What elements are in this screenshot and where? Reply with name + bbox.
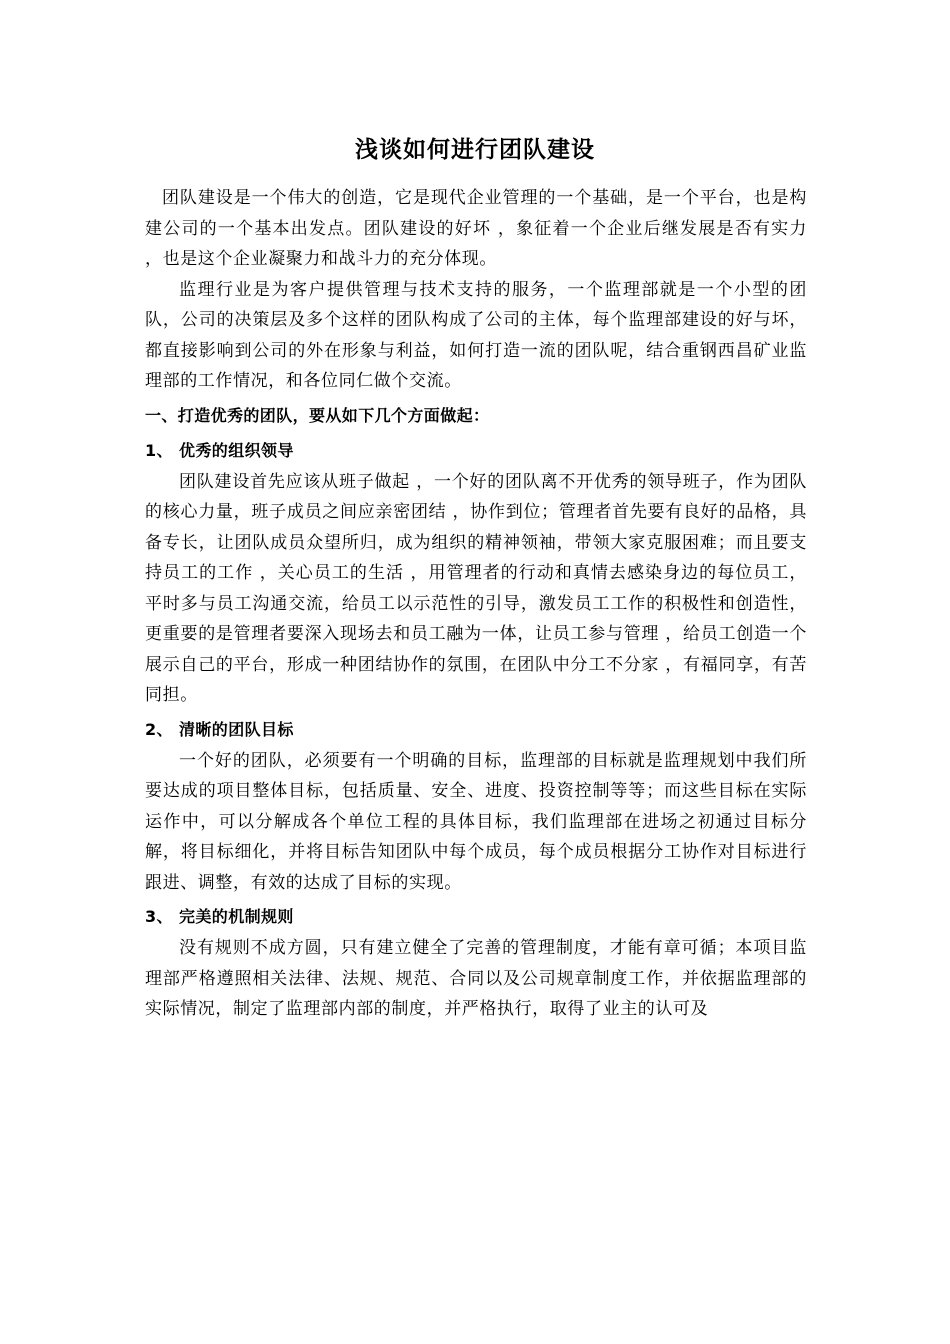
subsection-heading [145, 713, 807, 746]
subsection-heading [145, 434, 807, 467]
intro-paragraph: 团队建设是一个伟大的创造，它是现代企业管理的一个基础，是一个平台，也是构建公司的一个基本出发点。团队建设的好坏 ，象征着一个企业后继发展是否有实力 ，也是这个企业凝聚力和战斗力的充分体现。 [145, 188, 807, 269]
subsection-title: 优秀的组织领导 [179, 440, 294, 460]
document-body [145, 183, 807, 1025]
subsection-number: 1、 [145, 440, 173, 460]
subsection-paragraph: 团队建设首先应该从班子做起 ，一个好的团队离不开优秀的领导班子，作为团队的核心力量，班子成员之间应亲密团结 ，协作到位；管理者首先要有良好的品格，具备专长，让团队成员众望所归，成为组织的精神领袖，带领大家克服困难；而且要支持员工的工作 ，关心员工的生活 ，用管理者的行动和真情去感染身边的每位员工，平时多与员工沟通交流，给员工以示范性的引导，激发员工工作的积极性和创造性，更重要的是管理者要深入现场去和员工融为一体，让员工参与管理 ，给员工创造一个展示自己的平台，形成一种团结协作的氛围，在团队中分工不分家 ，有福同享，有苦同担。 [145, 471, 807, 705]
section-heading: 一、打造优秀的团队，要从如下几个方面做起： [145, 405, 490, 425]
subsection-number: 3、 [145, 907, 173, 926]
subsection-title: 清晰的团队目标 [179, 719, 294, 739]
document-title: 浅谈如何进行团队建设 [355, 137, 595, 163]
intro-paragraph: 监理行业是为客户提供管理与技术支持的服务，一个监理部就是一个小型的团队，公司的决策层及多个这样的团队构成了公司的主体，每个监理部建设的好与坏，都直接影响到公司的外在形象与利益，如何打造一流的团队呢，结合重钢西昌矿业监理部的工作情况，和各位同仁做个交流。 [145, 279, 807, 391]
subsection-heading [145, 900, 807, 933]
subsection-paragraph: 没有规则不成方圆，只有建立健全了完善的管理制度，才能有章可循；本项目监理部严格遵照相关法律、法规、规范、合同以及公司规章制度工作，并依据监理部的实际情况，制定了监理部内部的制度，并严格执行，取得了业主的认可及 [145, 938, 807, 1019]
subsection-number: 2、 [145, 719, 173, 739]
subsection-title: 完美的机制规则 [179, 907, 294, 926]
subsection-paragraph: 一个好的团队，必须要有一个明确的目标，监理部的目标就是监理规划中我们所要达成的项目整体目标，包括质量、安全、进度、投资控制等等；而这些目标在实际运作中，可以分解成各个单位工程的具体目标，我们监理部在进场之初通过目标分解，将目标细化，并将目标告知团队中每个成员，每个成员根据分工协作对目标进行跟进、调整，有效的达成了目标的实现。 [145, 750, 807, 893]
